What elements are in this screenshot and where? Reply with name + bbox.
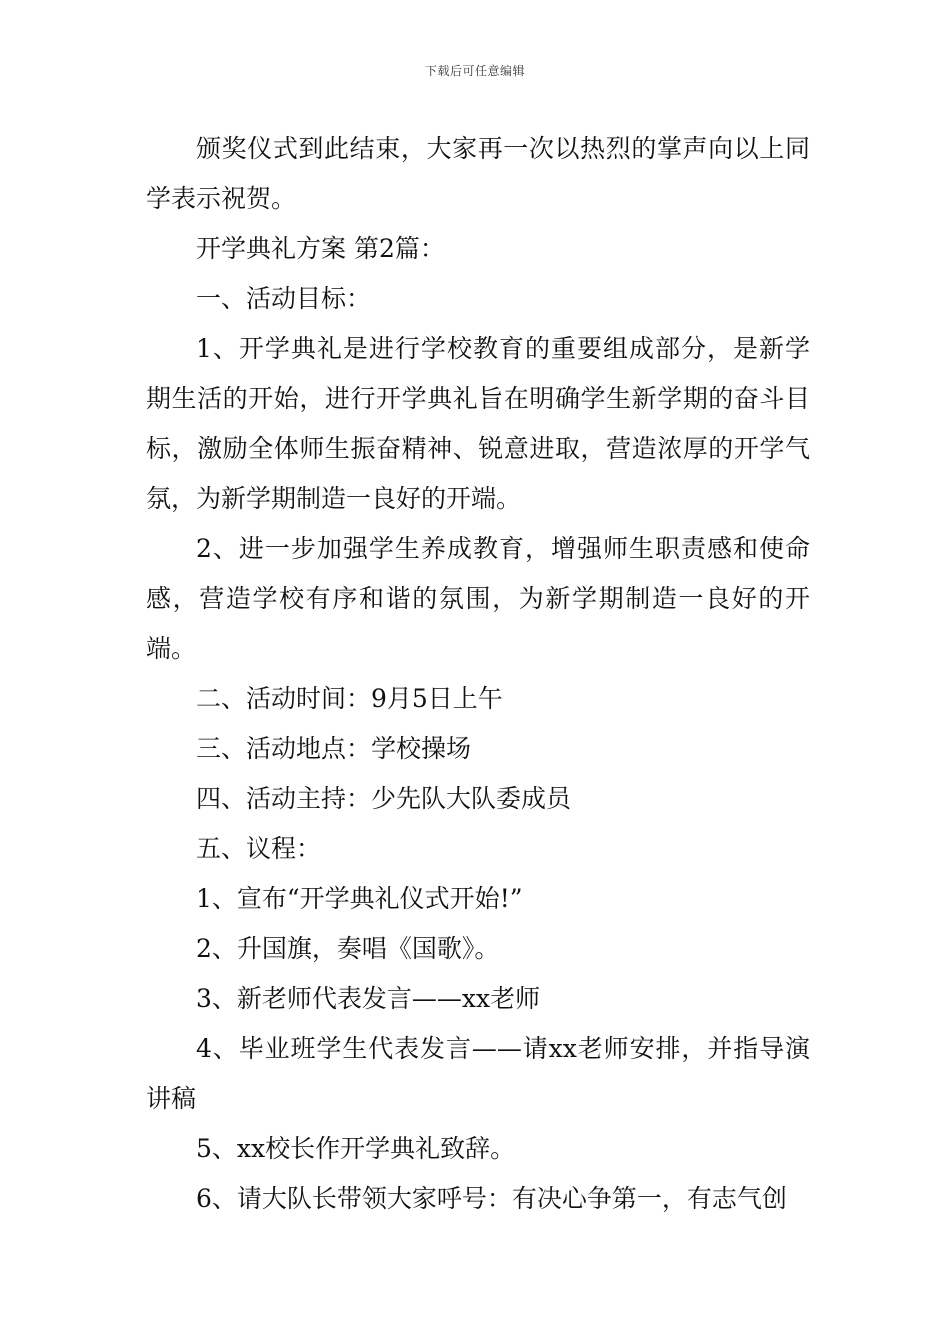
heading-activity-goals: 一、活动目标： [196,284,372,313]
paragraph-goal-2: 2、进一步加强学生养成教育，增强师生职责感和使命感，营造学校有序和谐的氛围，为新学期制造一良好的开端。 [146,534,810,663]
paragraph-goal-1: 1、开学典礼是进行学校教育的重要组成部分，是新学期生活的开始，进行开学典礼旨在明确学生新学期的奋斗目标，激励全体师生振奋精神、锐意进取，营造浓厚的开学气氛，为新学期制造一良好的开端。 [146,334,810,513]
agenda-item-5: 5、xx校长作开学典礼致辞。 [196,1134,516,1163]
agenda-item-1: 1、宣布“开学典礼仪式开始!” [196,884,523,913]
page-header: 下载后可任意编辑 [424,64,525,78]
line-activity-time: 二、活动时间：9月5日上午 [196,684,503,713]
document-body [146,124,810,1224]
agenda-item-4: 4、毕业班学生代表发言——请xx老师安排，并指导演讲稿 [146,1034,810,1113]
paragraph-award-closing: 颁奖仪式到此结束，大家再一次以热烈的掌声向以上同学表示祝贺。 [146,134,810,213]
agenda-item-6: 6、请大队长带领大家呼号：有决心争第一，有志气创 [196,1184,787,1213]
section-title-plan-2: 开学典礼方案 第2篇： [196,234,445,263]
agenda-item-3: 3、新老师代表发言——xx老师 [196,984,541,1013]
agenda-item-2: 2、升国旗，奏唱《国歌》。 [196,934,500,963]
heading-agenda: 五、议程： [196,834,322,863]
line-activity-host: 四、活动主持：少先队大队委成员 [196,784,572,813]
line-activity-location: 三、活动地点：学校操场 [196,734,472,763]
